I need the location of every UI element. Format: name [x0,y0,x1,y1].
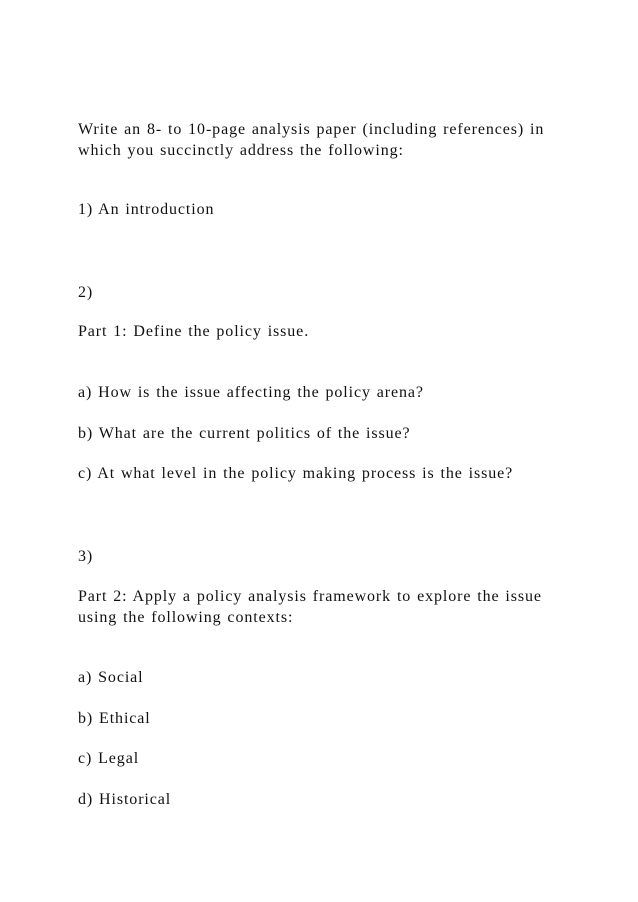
sub-item: c) At what level in the policy making process is the issue? [78,465,514,482]
paragraph-line: which you succinctly address the following: [78,142,404,159]
sub-item: a) Social [78,669,144,686]
sub-item: b) What are the current politics of the issue? [78,425,411,442]
section-heading: Part 1: Define the policy issue. [78,323,310,340]
paragraph-line: Write an 8- to 10-page analysis paper (including references) in [78,121,545,138]
section-heading: using the following contexts: [78,609,294,626]
sub-item: d) Historical [78,791,172,808]
list-item-number: 2) [78,284,94,301]
sub-item: b) Ethical [78,710,151,727]
list-item: 1) An introduction [78,201,215,218]
sub-item: a) How is the issue affecting the policy arena? [78,384,424,401]
sub-item: c) Legal [78,750,140,767]
list-item-number: 3) [78,548,94,565]
section-heading: Part 2: Apply a policy analysis framework to explore the issue [78,588,542,605]
